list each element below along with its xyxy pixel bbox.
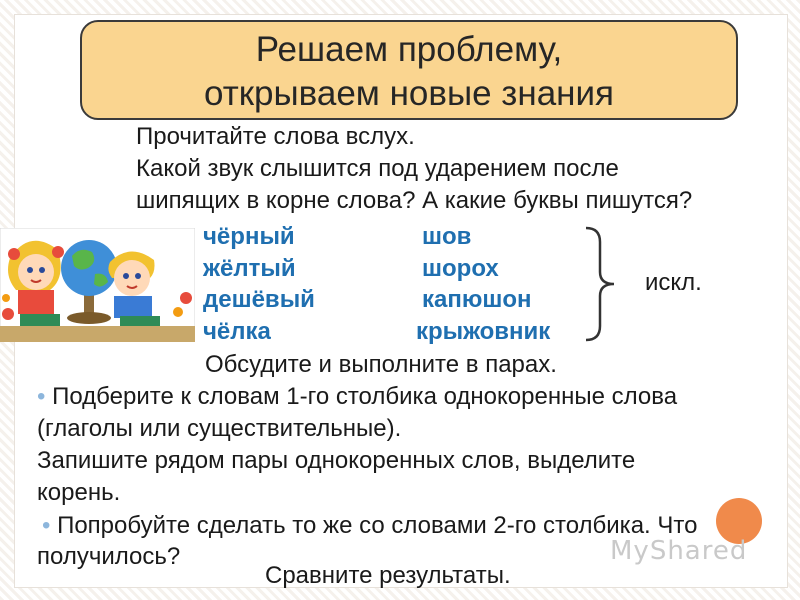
right-brace — [582, 226, 622, 342]
title-box — [80, 20, 738, 120]
watermark-logo: MyShared — [610, 536, 748, 566]
task1-line-3: Запишите рядом пары однокоренных слов, выделите — [37, 447, 636, 474]
bullet-1: • — [37, 383, 46, 410]
task2-line-1-text: Попробуйте сделать то же со словами 2-го столбика. Что — [57, 512, 698, 539]
title-line-2: открываем новые знания — [204, 74, 614, 113]
children-globe-illustration — [0, 228, 195, 342]
word-col2-4: крыжовник — [416, 318, 551, 345]
task2-line-1 — [42, 511, 697, 541]
bullet-2: • — [42, 512, 51, 539]
word-col1-3: дешёвый — [203, 286, 315, 313]
exception-label: искл. — [645, 269, 702, 296]
compare-text: Сравните результаты. — [265, 562, 511, 589]
intro-line-2: Какой звук слышится под ударением после — [136, 155, 619, 182]
task1-line-2: (глаголы или существительные). — [37, 415, 402, 442]
word-col1-2: жёлтый — [203, 255, 296, 282]
intro-line-1: Прочитайте слова вслух. — [136, 123, 415, 150]
task1-line-1-text: Подберите к словам 1-го столбика однокоренные слова — [52, 383, 678, 410]
title-line-1: Решаем проблему, — [255, 30, 563, 69]
task1-line-4: корень. — [37, 479, 121, 506]
word-col2-2: шорох — [422, 255, 499, 282]
task2-line-2: получилось? — [37, 543, 181, 570]
discuss-text: Обсудите и выполните в парах. — [205, 351, 557, 378]
word-col2-3: капюшон — [422, 286, 532, 313]
word-col1-4: чёлка — [203, 318, 271, 345]
word-col1-1: чёрный — [203, 223, 295, 250]
intro-line-3: шипящих в корне слова? А какие буквы пишутся? — [136, 187, 693, 214]
word-col2-1: шов — [422, 223, 472, 250]
task1-line-1 — [37, 382, 677, 412]
